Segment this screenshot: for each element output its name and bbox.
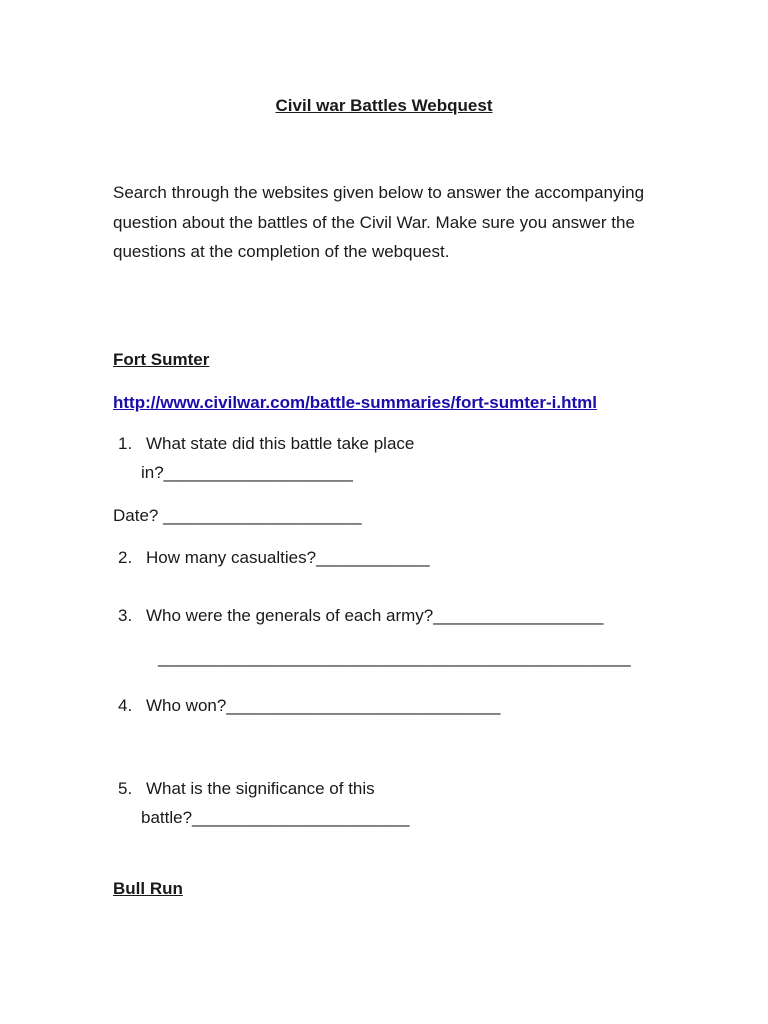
question-3	[118, 606, 603, 626]
question-text: Who won?_____________________________	[146, 696, 501, 715]
date-answer-line[interactable]: Date? _____________________	[113, 506, 362, 525]
question-number: 5.	[118, 779, 133, 798]
question-text: Who were the generals of each army?__________________	[146, 606, 604, 625]
question-text: How many casualties?____________	[146, 548, 430, 567]
question-5	[118, 779, 375, 799]
intro-paragraph: Search through the websites given below to answer the accompanying question about the battles of the Civil War. Make sure you answer the questions at the completion of the webquest.	[113, 183, 645, 261]
question-text: What is the significance of this	[146, 779, 375, 798]
question-number: 4.	[118, 696, 133, 715]
fort-sumter-link[interactable]: http://www.civilwar.com/battle-summaries/fort-sumter-i.html	[113, 393, 597, 412]
question-number: 3.	[118, 606, 133, 625]
question-2	[118, 548, 430, 568]
question-number: 1.	[118, 434, 133, 453]
question-number: 2.	[118, 548, 133, 567]
question-1	[118, 434, 414, 454]
section-heading-fort-sumter: Fort Sumter	[113, 350, 210, 369]
question-3-answer-line[interactable]: __________________________________________________	[158, 648, 631, 667]
question-4	[118, 696, 501, 716]
question-5-answer-line[interactable]: battle?_______________________	[141, 808, 410, 827]
question-text: What state did this battle take place	[146, 434, 415, 453]
section-heading-bull-run: Bull Run	[113, 879, 183, 898]
document-title: Civil war Battles Webquest	[275, 96, 493, 115]
question-1-answer-line[interactable]: in?____________________	[141, 463, 353, 482]
